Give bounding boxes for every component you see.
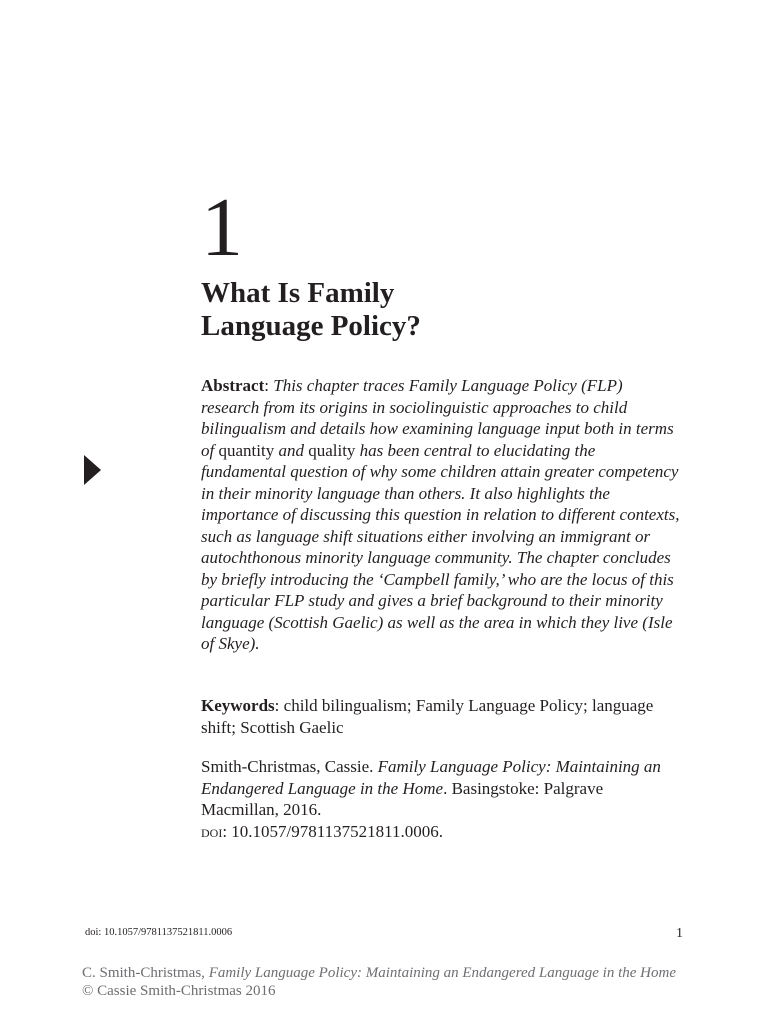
copyright-prefix: C. Smith-Christmas, xyxy=(82,965,209,981)
chapter-title xyxy=(201,277,421,343)
abstract-quality: quality xyxy=(308,440,356,460)
abstract-text-part-1: This chapter traces Family Language Policy (FLP) research from its origins in sociolinguistic approaches to child bilingualism and details how examining language input both in terms of xyxy=(201,376,674,460)
footer-doi: doi: 10.1057/9781137521811.0006 xyxy=(85,927,233,938)
abstract-text-part-2: has been central to elucidating the fundamental question of why some children attain greater competency in their minority language than others. It also highlights the importance of discussing this question in relation to different contexts, such as language shift situations either involving an immigrant or autochthonous minority language community. The chapter concludes by briefly introducing the ‘Campbell family,’ who are the locus of this particular FLP study and gives a brief background to their minority language (Scottish Gaelic) as well as the area in which they live (Isle of Skye). xyxy=(201,440,680,653)
citation-author: Smith-Christmas, Cassie. xyxy=(201,757,378,776)
copyright-notice xyxy=(82,964,762,1000)
chapter-title-line-2: Language Policy? xyxy=(201,310,421,342)
citation xyxy=(201,756,681,842)
citation-publisher: . Basingstoke: Palgrave Macmillan, 2016. xyxy=(201,778,604,819)
abstract xyxy=(201,375,681,655)
citation-doi-value: : 10.1057/9781137521811.0006. xyxy=(222,821,444,841)
chapter-title-line-1: What Is Family xyxy=(201,277,395,309)
keywords-label: Keywords xyxy=(201,696,275,715)
keywords-text: : child bilingualism; Family Language Policy; language shift; Scottish Gaelic xyxy=(201,696,654,737)
abstract-quantity: quantity xyxy=(218,440,275,460)
keywords xyxy=(201,695,681,738)
copyright-line-2: © Cassie Smith-Christmas 2016 xyxy=(82,983,276,999)
copyright-book-title: Family Language Policy: Maintaining an Endangered Language in the Home xyxy=(208,965,676,981)
chapter-number: 1 xyxy=(201,181,243,274)
right-triangle-icon xyxy=(84,455,101,485)
citation-doi-label: doi xyxy=(201,821,223,841)
abstract-and: and xyxy=(274,440,309,460)
abstract-label: Abstract xyxy=(201,376,265,395)
page-number: 1 xyxy=(676,926,683,941)
abstract-separator: : xyxy=(264,376,274,395)
citation-title: Family Language Policy: Maintaining an Endangered Language in the Home xyxy=(201,757,661,798)
